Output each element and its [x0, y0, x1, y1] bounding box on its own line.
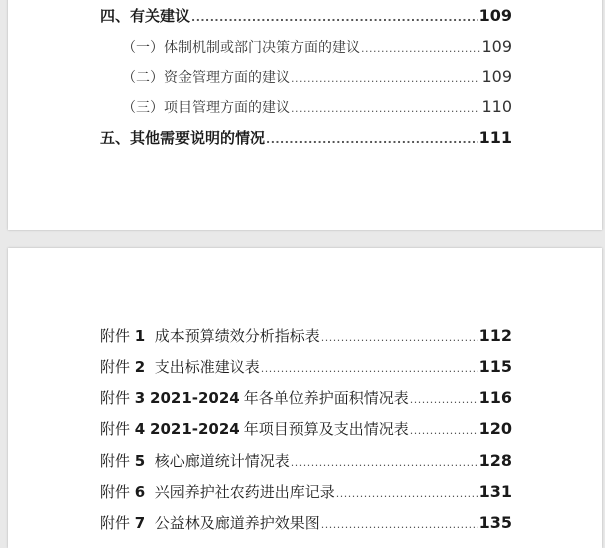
toc-entry-page: 109: [478, 6, 512, 25]
document-page-bottom: [8, 248, 602, 548]
attachment-entry[interactable]: [100, 513, 512, 535]
attachment-page: 115: [478, 357, 512, 376]
toc-entry[interactable]: [122, 37, 512, 59]
attachment-label: 附件 6 兴园养护社农药进出库记录: [100, 483, 335, 501]
attachment-label: 附件 3 2021-2024 年各单位养护面积情况表: [100, 389, 409, 407]
attachment-page: 131: [478, 482, 512, 501]
toc-leader: [261, 359, 478, 379]
toc-leader: [321, 328, 478, 348]
toc-entry[interactable]: [122, 97, 512, 119]
toc-leader: [410, 421, 478, 441]
document-page-top: [8, 0, 602, 230]
attachment-entry[interactable]: [100, 451, 512, 473]
attachment-entry[interactable]: [100, 326, 512, 348]
attachment-page: 128: [478, 451, 512, 470]
attachment-entry[interactable]: [100, 482, 512, 504]
toc-leader: [291, 69, 480, 89]
toc-leader: [361, 39, 480, 59]
attachment-page: 112: [478, 326, 512, 345]
toc-leader: [321, 515, 478, 535]
attachment-entry[interactable]: [100, 419, 512, 441]
toc-leader: [291, 99, 480, 119]
attachment-page: 135: [478, 513, 512, 532]
toc-entry-page: 110: [481, 97, 512, 116]
toc-leader: [191, 8, 478, 28]
toc-entry-title: 五、其他需要说明的情况: [100, 129, 266, 147]
toc-leader: [291, 453, 478, 473]
attachment-label: 附件 1 成本预算绩效分析指标表: [100, 327, 320, 345]
attachment-entry[interactable]: [100, 388, 512, 410]
attachment-label: 附件 5 核心廊道统计情况表: [100, 452, 290, 470]
toc-entry-title: （一）体制机制或部门决策方面的建议: [122, 40, 360, 56]
toc-entry-title: （三）项目管理方面的建议: [122, 100, 290, 116]
toc-entry-page: 109: [481, 37, 512, 56]
toc-entry[interactable]: [100, 128, 512, 150]
toc-entry-page: 109: [481, 67, 512, 86]
attachment-label: 附件 4 2021-2024 年项目预算及支出情况表: [100, 420, 409, 438]
attachment-entry[interactable]: [100, 357, 512, 379]
toc-entry[interactable]: [100, 6, 512, 28]
toc-entry-page: 111: [478, 128, 512, 147]
toc-entry[interactable]: [122, 67, 512, 89]
attachment-page: 120: [478, 419, 512, 438]
attachment-label: 附件 7 公益林及廊道养护效果图: [100, 514, 320, 532]
toc-entry-title: （二）资金管理方面的建议: [122, 70, 290, 86]
toc-leader: [266, 130, 478, 150]
attachment-label: 附件 2 支出标准建议表: [100, 358, 260, 376]
toc-leader: [336, 484, 478, 504]
toc-leader: [410, 390, 478, 410]
attachment-page: 116: [478, 388, 512, 407]
toc-entry-title: 四、有关建议: [100, 7, 191, 25]
